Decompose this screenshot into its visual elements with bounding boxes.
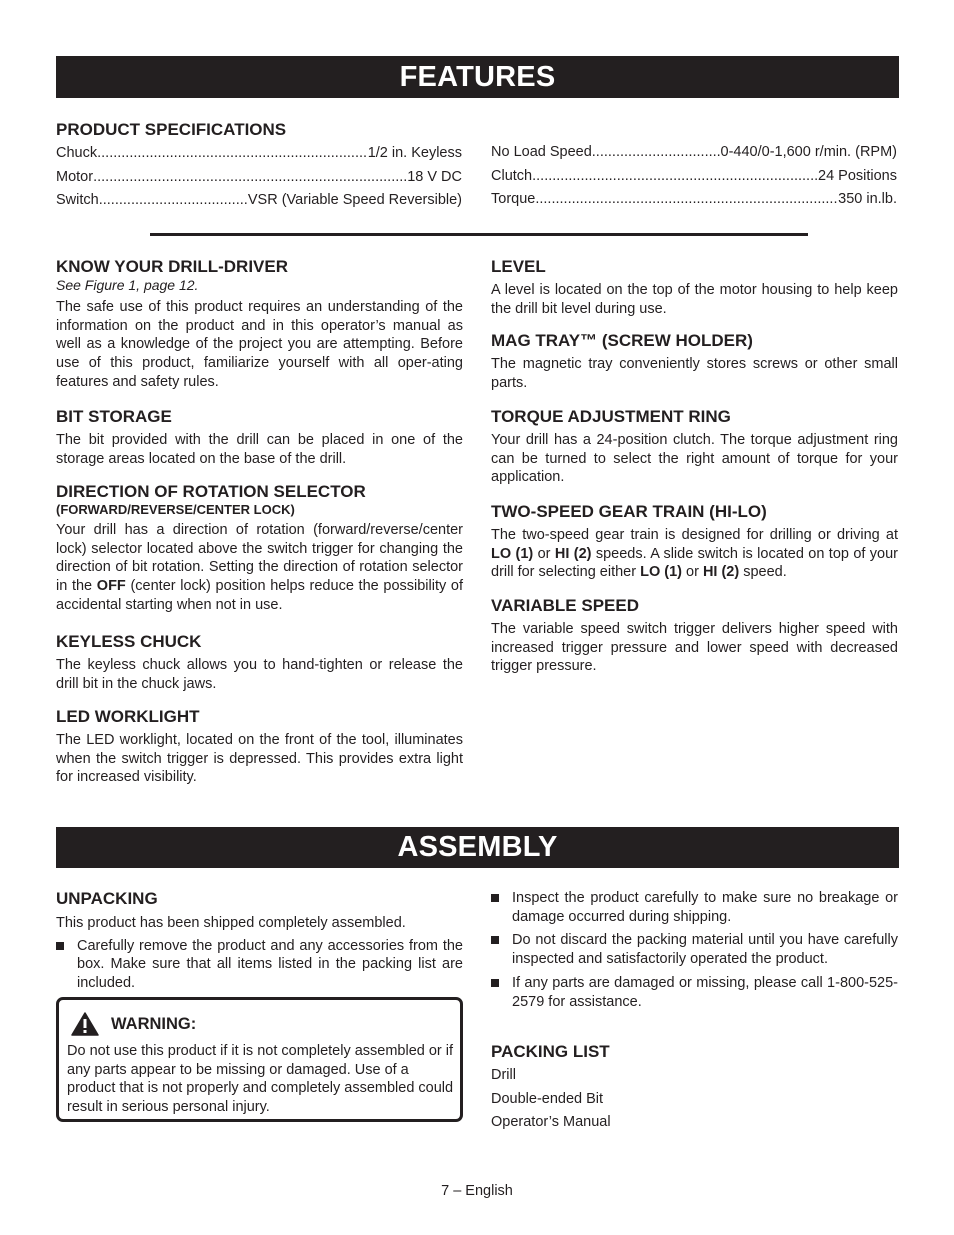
spec-label: No Load Speed bbox=[491, 144, 592, 160]
unpacking-section bbox=[56, 889, 463, 993]
warning-box bbox=[56, 997, 463, 1122]
list-item: Inspect the product carefully to make sure no breakage or damage occurred during shipping. bbox=[491, 889, 898, 926]
list-item: If any parts are damaged or missing, please call 1-800-525-2579 for assistance. bbox=[491, 974, 898, 1011]
spec-label: Torque bbox=[491, 191, 536, 207]
section-text: This product has been shipped completely assembled. bbox=[56, 915, 406, 931]
section-text: The two-speed gear train is designed for drilling or driving at LO (1) or HI (2) speeds. A slide switch is located on top of your drill for selecting either LO (1) or HI (2) speed. bbox=[491, 527, 898, 581]
assembly-banner: ASSEMBLY bbox=[56, 827, 899, 868]
led-worklight-section bbox=[56, 707, 463, 787]
bullet-square-icon bbox=[491, 979, 499, 987]
spec-row bbox=[56, 166, 462, 190]
packing-item: Operator’s Manual bbox=[491, 1114, 611, 1130]
bullet-list bbox=[491, 889, 898, 1011]
spec-row bbox=[491, 165, 897, 189]
section-heading: TORQUE ADJUSTMENT RING bbox=[491, 407, 731, 426]
spec-value: 350 in.lb. bbox=[838, 191, 897, 207]
section-heading: BIT STORAGE bbox=[56, 407, 172, 426]
section-text: Your drill has a direction of rotation (forward/reverse/center lock) selector located above the switch trigger for changing the direction of bit rotation. Setting the direction of rotation selector in the OFF (center lock) position helps reduce the possibility of accidental starting when not in use. bbox=[56, 522, 464, 613]
variable-speed-section bbox=[491, 596, 898, 676]
spec-label: Switch bbox=[56, 192, 99, 208]
spec-value: 0-440/0-1,600 r/min. (RPM) bbox=[720, 144, 897, 160]
section-heading: UNPACKING bbox=[56, 889, 158, 908]
bit-storage-section bbox=[56, 407, 463, 468]
know-your-drill-section bbox=[56, 257, 463, 392]
warning-text: Do not use this product if it is not completely assembled or if any parts appear to be missing or damaged. Use of a product that is not properly and completely assembled could result in serious personal injury. bbox=[67, 1043, 454, 1116]
bullet-list bbox=[56, 937, 463, 993]
section-text: Your drill has a 24-position clutch. The torque adjustment ring can be turned to select the right amount of torque for your application. bbox=[491, 432, 898, 486]
section-divider bbox=[150, 233, 808, 236]
inspection-bullets bbox=[491, 889, 898, 1011]
section-heading: VARIABLE SPEED bbox=[491, 596, 639, 615]
specs-heading: PRODUCT SPECIFICATIONS bbox=[56, 120, 287, 139]
packing-list-section bbox=[491, 1042, 898, 1135]
packing-item: Double-ended Bit bbox=[491, 1090, 604, 1107]
page-footer: 7 – English bbox=[441, 1183, 513, 1199]
section-heading: DIRECTION OF ROTATION SELECTOR bbox=[56, 482, 366, 501]
figure-reference: See Figure 1, page 12. bbox=[56, 277, 199, 293]
spec-row bbox=[56, 189, 462, 213]
section-heading: TWO-SPEED GEAR TRAIN (HI-LO) bbox=[491, 502, 767, 521]
product-specifications bbox=[56, 120, 462, 213]
section-heading: KEYLESS CHUCK bbox=[56, 632, 202, 651]
list-item: Carefully remove the product and any accessories from the box. Make sure that all items listed in the packing list are included. bbox=[56, 937, 463, 993]
spec-value: VSR (Variable Speed Reversible) bbox=[247, 192, 462, 208]
gear-train-section bbox=[491, 502, 898, 582]
section-subheading: (FORWARD/REVERSE/CENTER LOCK) bbox=[56, 502, 295, 517]
torque-ring-section bbox=[491, 407, 898, 487]
direction-selector-section bbox=[56, 482, 463, 615]
warning-header bbox=[71, 1012, 196, 1036]
spec-row bbox=[56, 142, 462, 166]
spec-value: 24 Positions bbox=[818, 167, 897, 184]
section-heading: LEVEL bbox=[491, 257, 546, 276]
section-text: The variable speed switch trigger delivers higher speed with increased trigger pressure and lower speed with decreased trigger pressure. bbox=[491, 621, 898, 675]
section-text: The safe use of this product requires an understanding of the information on the product and in this operator’s manual as well as a knowledge of the project you are attempting. Before use of this product, familiarize yourself with all oper-ating features and safety rules. bbox=[56, 299, 463, 390]
bullet-square-icon bbox=[491, 936, 499, 944]
spec-value: 1/2 in. Keyless bbox=[367, 145, 462, 161]
bullet-square-icon bbox=[491, 894, 499, 902]
product-specifications-right bbox=[491, 141, 897, 212]
section-text: The keyless chuck allows you to hand-tighten or release the drill bit in the chuck jaws. bbox=[56, 657, 463, 692]
warning-triangle-icon bbox=[71, 1012, 99, 1036]
section-heading: PACKING LIST bbox=[491, 1042, 610, 1061]
spec-label: Motor bbox=[56, 168, 94, 185]
section-text: A level is located on the top of the motor housing to help keep the drill bit level during use. bbox=[491, 282, 898, 317]
spec-row bbox=[491, 188, 897, 212]
spec-label: Chuck bbox=[56, 145, 98, 161]
level-section bbox=[491, 257, 898, 318]
spec-value: 18 V DC bbox=[407, 168, 462, 185]
mag-tray-section bbox=[491, 331, 898, 392]
warning-title: WARNING: bbox=[111, 1014, 197, 1033]
section-heading: LED WORKLIGHT bbox=[56, 707, 200, 726]
bullet-square-icon bbox=[56, 942, 64, 950]
spec-row bbox=[491, 141, 897, 165]
section-text: The bit provided with the drill can be placed in one of the storage areas located on the base of the drill. bbox=[56, 432, 463, 467]
section-text: The magnetic tray conveniently stores screws or other small parts. bbox=[491, 356, 898, 391]
list-item: Do not discard the packing material until you have carefully inspected and satisfactorily operated the product. bbox=[491, 931, 898, 968]
spec-label: Clutch bbox=[491, 167, 533, 184]
section-text: The LED worklight, located on the front of the tool, illuminates when the switch trigger is depressed. This provides extra light for increased visibility. bbox=[56, 732, 463, 786]
section-heading: KNOW YOUR DRILL-DRIVER bbox=[56, 257, 289, 276]
section-heading: MAG TRAY™ (SCREW HOLDER) bbox=[491, 331, 753, 350]
packing-item: Drill bbox=[491, 1067, 516, 1083]
features-banner: FEATURES bbox=[56, 56, 899, 98]
keyless-chuck-section bbox=[56, 632, 463, 693]
